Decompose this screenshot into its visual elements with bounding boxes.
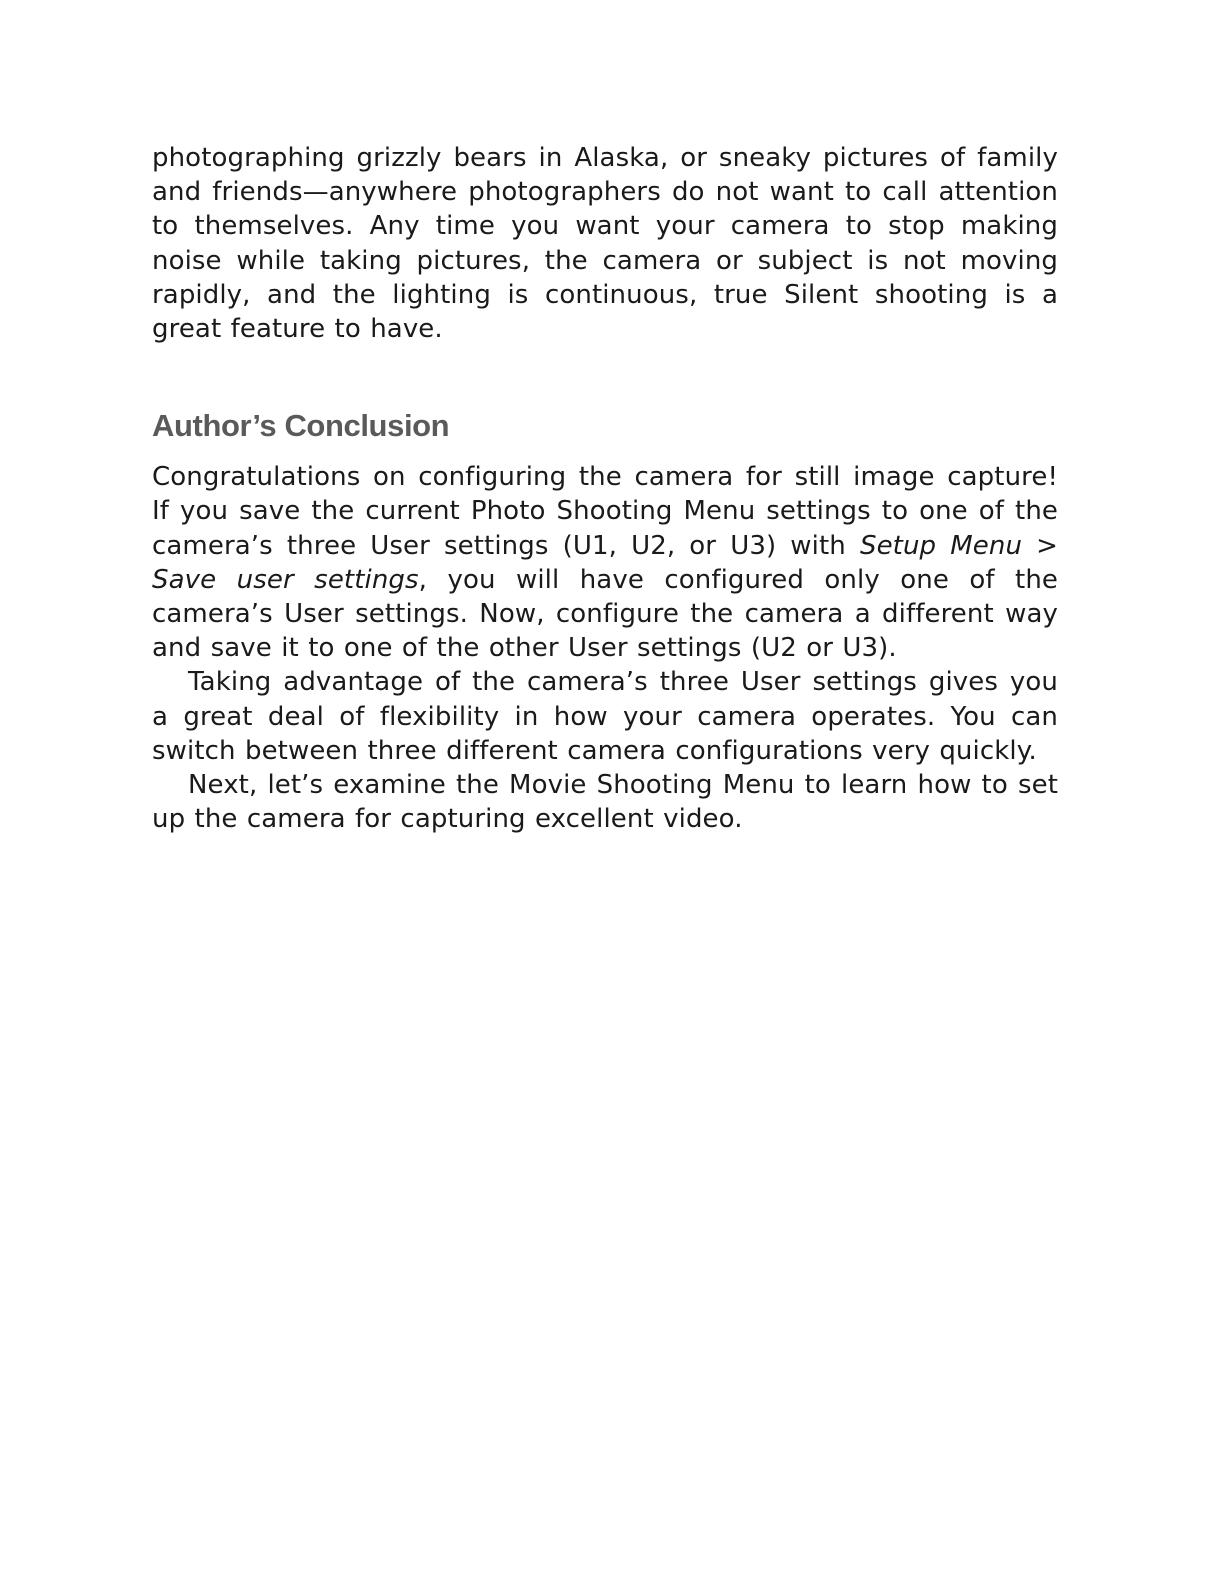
conclusion-paragraph-1-text-start: Congratulations on configuring the camera for still image capture! If you save the current Photo Shooting Menu settings to one of the camera’s three User settings (U1, U2, or U3) with — [152, 462, 1058, 561]
conclusion-paragraph-1 — [152, 460, 1058, 665]
menu-path-italic: Setup Menu > Save user settings — [152, 530, 1059, 595]
conclusion-paragraph-2: Taking advantage of the camera’s three User settings gives you a great deal of flexibility in how your camera operates. You can switch between three different camera configurations very quickly. — [152, 667, 1058, 766]
intro-paragraph: photographing grizzly bears in Alaska, or sneaky pictures of family and friends—anywhere photographers do not want to call attention to themselves. Any time you want your camera to stop making noise while taking pictures, the camera or subject is not moving rapidly, and the lighting is continuous, true Silent shooting is a great feature to have. — [152, 143, 1058, 345]
conclusion-paragraph-1-text-end: , you will have configured only one of the camera’s User settings. Now, configure the camera a different way and save it to one of the other User settings (U2 or U3). — [152, 564, 1058, 664]
page-content — [152, 141, 1058, 836]
section-heading: Author’s Conclusion — [152, 408, 450, 444]
conclusion-paragraph-3: Next, let’s examine the Movie Shooting Menu to learn how to set up the camera for capturing excellent video. — [152, 770, 1058, 835]
